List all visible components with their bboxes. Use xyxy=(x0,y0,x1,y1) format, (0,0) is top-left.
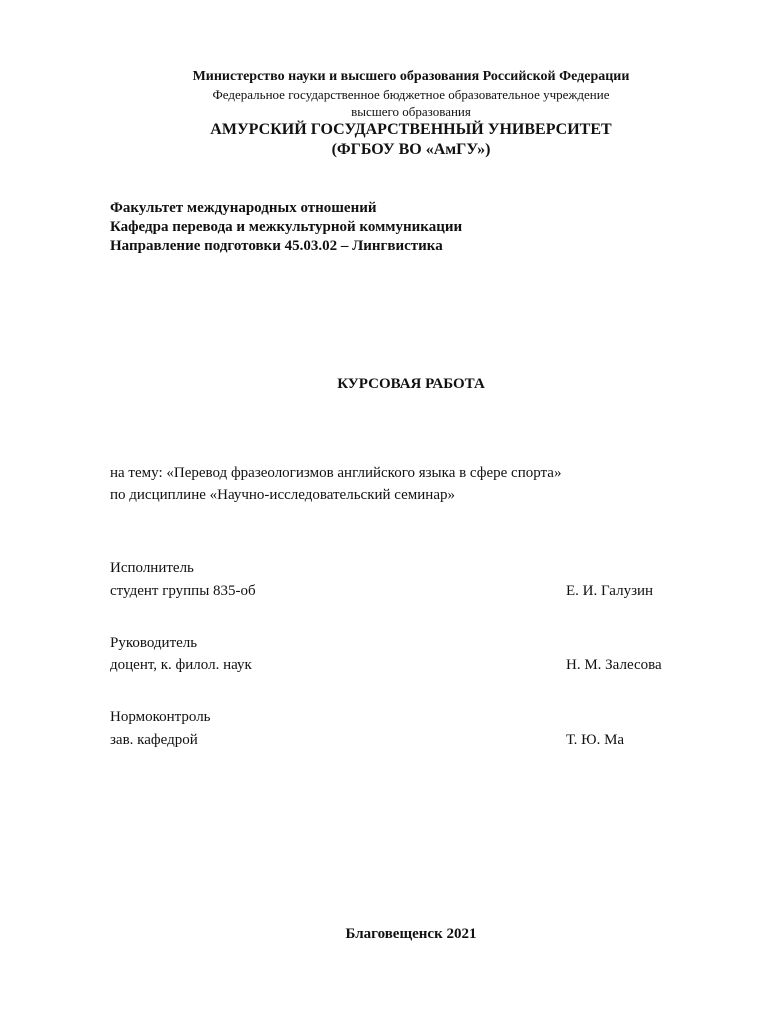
city-year: Благовещенск 2021 xyxy=(345,926,477,942)
normcontrol-name: Т. Ю. Ма xyxy=(566,732,625,748)
faculty-line: Факультет международных отношений xyxy=(110,200,377,216)
discipline-line: по дисциплине «Научно-исследовательский семинар» xyxy=(110,487,455,503)
work-type-heading: КУРСОВАЯ РАБОТА xyxy=(337,376,485,392)
supervisor-role: Руководитель xyxy=(110,635,198,651)
ministry-line: Министерство науки и высшего образования Российской Федерации xyxy=(192,69,630,84)
university-name: АМУРСКИЙ ГОСУДАРСТВЕННЫЙ УНИВЕРСИТЕТ xyxy=(210,121,612,138)
institution-type-line-2: высшего образования xyxy=(351,104,471,119)
institution-type-line-1: Федеральное государственное бюджетное образовательное учреждение xyxy=(212,87,610,102)
executor-position: студент группы 835-об xyxy=(110,583,256,599)
normcontrol-position: зав. кафедрой xyxy=(110,732,198,748)
executor-role: Исполнитель xyxy=(110,560,194,576)
executor-name: Е. И. Галузин xyxy=(566,583,654,599)
normcontrol-role: Нормоконтроль xyxy=(110,709,211,725)
department-line: Кафедра перевода и межкультурной коммуникации xyxy=(110,219,463,235)
topic-line: на тему: «Перевод фразеологизмов английского языка в сфере спорта» xyxy=(110,465,562,481)
supervisor-position: доцент, к. филол. наук xyxy=(110,657,252,673)
university-abbreviation: (ФГБОУ ВО «АмГУ») xyxy=(331,141,491,158)
supervisor-name: Н. М. Залесова xyxy=(566,657,662,673)
direction-line: Направление подготовки 45.03.02 – Лингвистика xyxy=(110,238,443,254)
